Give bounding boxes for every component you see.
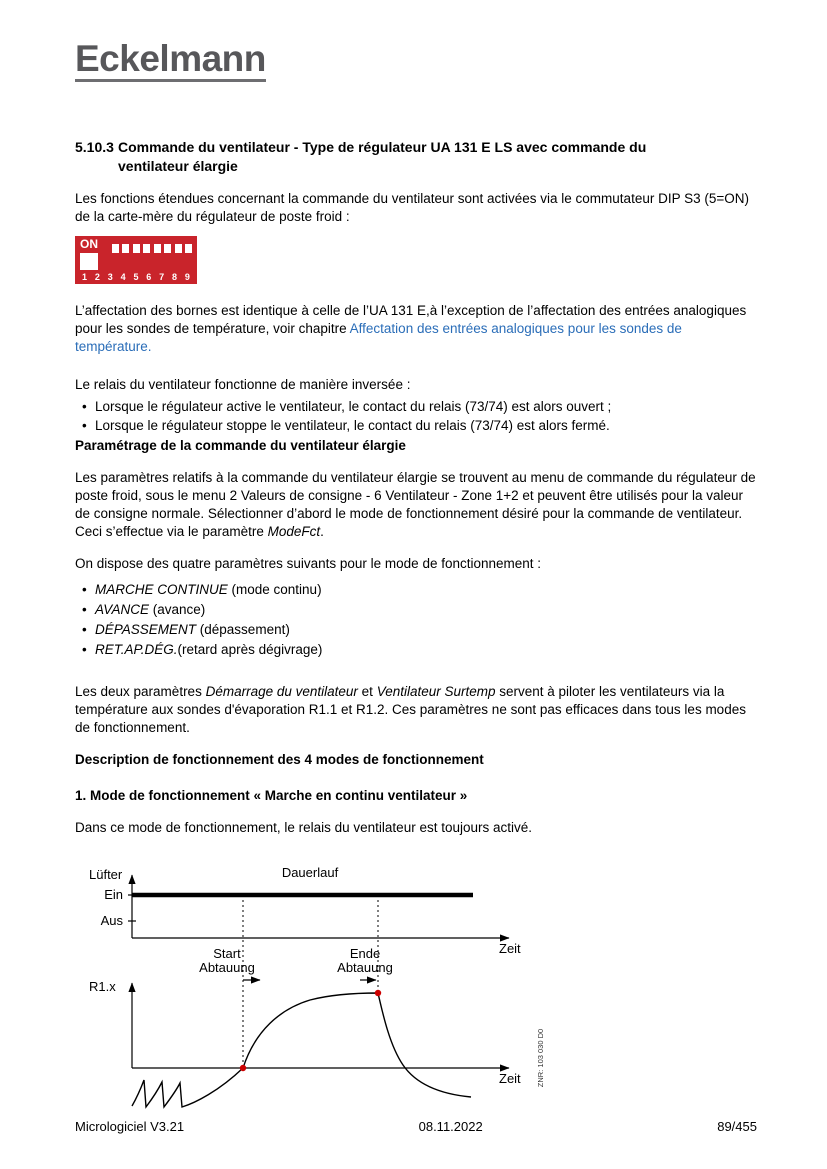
dip-number: 1 [82,272,88,282]
dip-number: 9 [184,272,190,282]
diagram-svg [75,863,715,1121]
list-item: • Lorsque le régulateur active le ventilateur, le contact du relais (73/74) est alors ouvert ; [75,398,757,416]
page-content [75,0,757,1121]
end-label-line2: Abtauung [337,960,393,975]
param-section-heading: Paramétrage de la commande du ventilateur élargie [75,438,406,453]
sensor-axis-label: R1.x [89,979,116,994]
mode-name: DÉPASSEMENT [95,622,197,637]
page-footer [75,1118,757,1136]
fan-params-paragraph [75,683,757,737]
param-body-text: Les paramètres relatifs à la commande du ventilateur élargie se trouvent au menu de commande du régulateur de poste froid, sous le menu 2 Valeurs de consigne - 6 Ventilateur - Zone 1+2 et peuvent être utilisés pour la valeur de consigne normale. Sélectionner d’abord le mode de fonctionnement désiré pour la commande de ventilateur. Ceci s’effectue via le paramètre [75,470,756,539]
defrost-start-marker [240,1065,246,1071]
param-name-demarrage: Démarrage du ventilateur [205,684,358,699]
sensor-time-label: Zeit [499,1071,521,1086]
relay-intro: Le relais du ventilateur fonctionne de manière inversée : [75,377,411,392]
mode1-body: Dans ce mode de fonctionnement, le relais du ventilateur est toujours activé. [75,820,533,835]
dip-switch-8 [175,244,182,253]
mode-name: AVANCE [95,602,150,617]
dip-number-row [75,272,197,283]
fan-params-text: servent à piloter les ventilateurs via la température aux sondes d'évaporation R1.1 et R1.2. Ces paramètres ne sont pas efficaces dans tous les modes de fonctionnement. [75,684,746,735]
section-title: Commande du ventilateur - Type de régulateur UA 131 E LS avec commande du ventilateur élargie [118,139,647,174]
terminals-text: L’affectation des bornes est identique à celle de l’UA 131 E,à l’exception de l’affectation des entrées analogiques pour les sondes de température, voir chapitre [75,303,747,336]
dip-switch-9 [185,244,192,253]
start-label-line2: Abtauung [199,960,255,975]
mode-name: RET.AP.DÉG. [95,642,178,657]
list-item: • Lorsque le régulateur stoppe le ventilateur, le contact du relais (73/74) est alors fermé. [75,417,757,435]
fan-params-text: Les deux paramètres [75,684,206,699]
section-heading [75,138,757,176]
list-item [75,601,757,619]
fan-mode-diagram [75,863,757,1121]
on-level-label: Ein [104,887,123,902]
fan-time-label: Zeit [499,941,521,956]
description-heading: Description de fonctionnement des 4 modes de fonctionnement [75,752,484,767]
dip-switch-7 [164,244,171,253]
intro-paragraph: Les fonctions étendues concernant la commande du ventilateur sont activées via le commutateur DIP S3 (5=ON) de la carte-mère du régulateur de poste froid : [75,191,749,224]
param-section-body [75,469,757,541]
diagram-title: Dauerlauf [281,865,339,880]
fan-params-text: et [357,684,377,699]
param-body-period: . [320,524,324,539]
footer-page-number: 89/455 [717,1119,757,1134]
dip-on-label: ON [80,237,98,251]
section-number: 5.10.3 [75,139,114,155]
dip-switch-1 [80,253,98,270]
dip-number: 5 [133,272,139,282]
dip-number: 8 [172,272,178,282]
dip-switch-2 [112,244,119,253]
relay-bullet-list [75,398,757,435]
list-item [75,641,757,659]
list-item [75,621,757,639]
dip-switch-3 [122,244,129,253]
param-name-modefct: ModeFct [267,524,321,539]
footer-firmware-version: Micrologiciel V3.21 [75,1119,185,1134]
mode-desc: (dépassement) [196,622,290,637]
off-level-label: Aus [100,913,123,928]
dip-switch-4 [133,244,140,253]
modes-intro: On dispose des quatre paramètres suivants pour le mode de fonctionnement : [75,556,542,571]
mode-bullet-list [75,581,757,659]
drawing-number: ZNR: 103 030 D0 [536,1028,545,1088]
eckelmann-logo: Eckelmann [75,40,266,82]
dip-switch-5 [143,244,150,253]
end-label-line1: Ende [349,946,381,961]
dip-number: 2 [94,272,100,282]
list-item [75,581,757,599]
dip-switch-graphic [75,236,197,284]
mode-desc: (avance) [149,602,206,617]
mode-name: MARCHE CONTINUE [95,582,228,597]
dip-number: 4 [120,272,126,282]
param-name-surtemp: Ventilateur Surtemp [376,684,496,699]
terminals-paragraph [75,302,757,356]
fan-axis-label: Lüfter [89,867,123,882]
footer-date: 08.11.2022 [418,1119,483,1134]
temperature-curve [132,993,471,1107]
start-label-line1: Start [213,946,241,961]
mode1-heading: 1. Mode de fonctionnement « Marche en continu ventilateur » [75,788,468,803]
mode-desc: (retard après dégivrage) [177,642,323,657]
dip-number: 3 [107,272,113,282]
dip-number: 6 [146,272,152,282]
mode-desc: (mode continu) [227,582,322,597]
defrost-end-marker [375,990,381,996]
chapter-link[interactable]: Affectation des entrées analogiques pour les sondes de température. [75,321,682,354]
dip-switch-6 [154,244,161,253]
dip-number: 7 [159,272,165,282]
